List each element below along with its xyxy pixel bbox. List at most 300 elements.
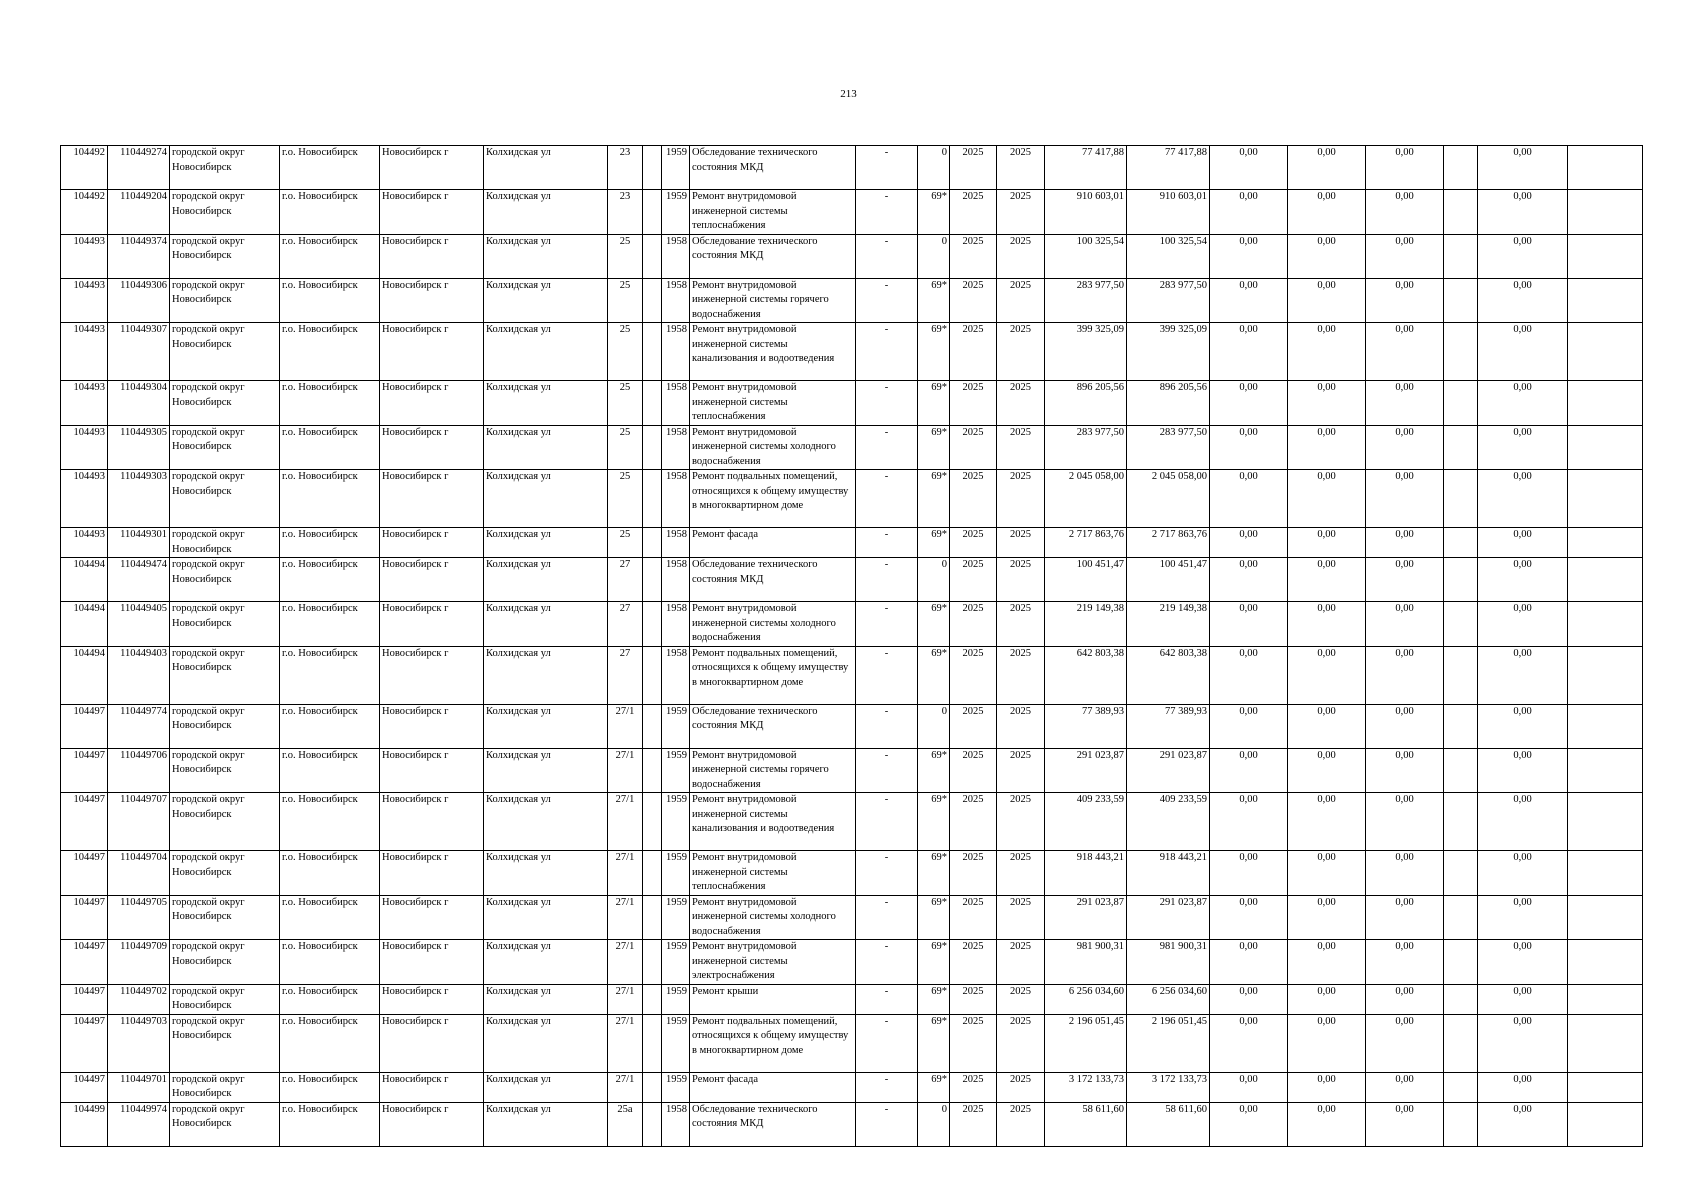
cell-year: 1959 — [662, 895, 690, 940]
cell-year: 1958 — [662, 558, 690, 602]
cell-empty — [1568, 1072, 1643, 1102]
cell-house: 25 — [608, 470, 643, 528]
cell-street: Колхидская ул — [484, 940, 608, 985]
cell-v1: 0,00 — [1210, 646, 1288, 704]
cell-empty — [1444, 381, 1478, 426]
cell-year: 1959 — [662, 1072, 690, 1102]
cell-year: 1958 — [662, 234, 690, 278]
cell-empty — [1444, 940, 1478, 985]
cell-v1: 0,00 — [1210, 984, 1288, 1014]
cell-street: Колхидская ул — [484, 528, 608, 558]
cell-y1: 2025 — [950, 851, 997, 896]
cell-v2: 0,00 — [1288, 851, 1366, 896]
cell-district: г.о. Новосибирск — [280, 793, 380, 851]
cell-empty — [643, 234, 662, 278]
cell-v2: 0,00 — [1288, 425, 1366, 470]
table-row — [61, 234, 1643, 278]
cell-district: г.о. Новосибирск — [280, 602, 380, 647]
cell-dash: - — [856, 528, 918, 558]
cell-v1: 0,00 — [1210, 558, 1288, 602]
cell-empty — [1444, 1102, 1478, 1146]
cell-empty — [643, 602, 662, 647]
cell-y2: 2025 — [997, 381, 1045, 426]
cell-v3: 0,00 — [1366, 704, 1444, 748]
cell-work: Обследование технического состояния МКД — [690, 704, 856, 748]
cell-municipality: городской округ Новосибирск — [170, 704, 280, 748]
cell-street: Колхидская ул — [484, 323, 608, 381]
cell-v1: 0,00 — [1210, 234, 1288, 278]
cell-v4: 0,00 — [1478, 146, 1568, 190]
cell-v2: 0,00 — [1288, 602, 1366, 647]
cell-empty — [1568, 793, 1643, 851]
cell-empty — [1444, 793, 1478, 851]
cell-id: 104497 — [61, 1072, 108, 1102]
cell-empty — [643, 425, 662, 470]
cell-pct: 69* — [918, 470, 950, 528]
cell-empty — [643, 646, 662, 704]
cell-empty — [643, 748, 662, 793]
cell-dash: - — [856, 704, 918, 748]
cell-work: Обследование технического состояния МКД — [690, 146, 856, 190]
cell-y2: 2025 — [997, 984, 1045, 1014]
cell-v1: 0,00 — [1210, 323, 1288, 381]
cell-empty — [1444, 323, 1478, 381]
table-row — [61, 190, 1643, 235]
cell-v2: 0,00 — [1288, 984, 1366, 1014]
cell-sum-total: 291 023,87 — [1045, 748, 1127, 793]
cell-empty — [643, 895, 662, 940]
cell-year: 1959 — [662, 704, 690, 748]
table-row — [61, 704, 1643, 748]
cell-street: Колхидская ул — [484, 895, 608, 940]
cell-year: 1958 — [662, 425, 690, 470]
cell-y2: 2025 — [997, 425, 1045, 470]
cell-city: Новосибирск г — [380, 646, 484, 704]
cell-y2: 2025 — [997, 1072, 1045, 1102]
capital-repair-table — [60, 145, 1643, 1147]
cell-y2: 2025 — [997, 602, 1045, 647]
cell-city: Новосибирск г — [380, 146, 484, 190]
cell-street: Колхидская ул — [484, 602, 608, 647]
cell-v4: 0,00 — [1478, 323, 1568, 381]
cell-sum-total: 283 977,50 — [1045, 278, 1127, 323]
cell-year: 1958 — [662, 602, 690, 647]
cell-y2: 2025 — [997, 895, 1045, 940]
cell-city: Новосибирск г — [380, 234, 484, 278]
cell-empty — [643, 1072, 662, 1102]
cell-y1: 2025 — [950, 146, 997, 190]
cell-id: 104497 — [61, 851, 108, 896]
cell-work: Ремонт внутридомовой инженерной системы холодного водоснабжения — [690, 425, 856, 470]
cell-v2: 0,00 — [1288, 278, 1366, 323]
cell-v2: 0,00 — [1288, 323, 1366, 381]
cell-code: 110449709 — [108, 940, 170, 985]
table-row — [61, 470, 1643, 528]
cell-work: Ремонт внутридомовой инженерной системы холодного водоснабжения — [690, 895, 856, 940]
cell-dash: - — [856, 323, 918, 381]
cell-v4: 0,00 — [1478, 528, 1568, 558]
cell-v3: 0,00 — [1366, 558, 1444, 602]
cell-house: 27/1 — [608, 984, 643, 1014]
cell-v4: 0,00 — [1478, 940, 1568, 985]
cell-y1: 2025 — [950, 793, 997, 851]
cell-work: Ремонт фасада — [690, 528, 856, 558]
cell-pct: 69* — [918, 984, 950, 1014]
cell-street: Колхидская ул — [484, 190, 608, 235]
cell-id: 104497 — [61, 895, 108, 940]
cell-empty — [1444, 278, 1478, 323]
cell-empty — [1444, 470, 1478, 528]
cell-sum-fund: 896 205,56 — [1127, 381, 1210, 426]
cell-empty — [643, 851, 662, 896]
cell-y1: 2025 — [950, 646, 997, 704]
cell-id: 104497 — [61, 793, 108, 851]
cell-district: г.о. Новосибирск — [280, 234, 380, 278]
cell-v4: 0,00 — [1478, 278, 1568, 323]
cell-year: 1958 — [662, 278, 690, 323]
cell-dash: - — [856, 190, 918, 235]
cell-code: 110449274 — [108, 146, 170, 190]
cell-dash: - — [856, 895, 918, 940]
cell-v1: 0,00 — [1210, 1102, 1288, 1146]
cell-sum-fund: 219 149,38 — [1127, 602, 1210, 647]
cell-empty — [1568, 323, 1643, 381]
cell-pct: 0 — [918, 1102, 950, 1146]
cell-pct: 69* — [918, 190, 950, 235]
cell-empty — [1568, 1014, 1643, 1072]
cell-municipality: городской округ Новосибирск — [170, 984, 280, 1014]
cell-y2: 2025 — [997, 278, 1045, 323]
cell-district: г.о. Новосибирск — [280, 323, 380, 381]
cell-municipality: городской округ Новосибирск — [170, 748, 280, 793]
cell-v1: 0,00 — [1210, 190, 1288, 235]
cell-city: Новосибирск г — [380, 793, 484, 851]
cell-district: г.о. Новосибирск — [280, 470, 380, 528]
cell-id: 104493 — [61, 323, 108, 381]
cell-v2: 0,00 — [1288, 940, 1366, 985]
cell-code: 110449474 — [108, 558, 170, 602]
cell-v1: 0,00 — [1210, 851, 1288, 896]
cell-sum-total: 77 417,88 — [1045, 146, 1127, 190]
cell-house: 27/1 — [608, 1072, 643, 1102]
cell-code: 110449705 — [108, 895, 170, 940]
cell-year: 1958 — [662, 470, 690, 528]
cell-empty — [1568, 558, 1643, 602]
table-row — [61, 793, 1643, 851]
table-row — [61, 940, 1643, 985]
cell-municipality: городской округ Новосибирск — [170, 381, 280, 426]
cell-street: Колхидская ул — [484, 793, 608, 851]
cell-v4: 0,00 — [1478, 381, 1568, 426]
cell-city: Новосибирск г — [380, 704, 484, 748]
cell-district: г.о. Новосибирск — [280, 984, 380, 1014]
cell-v4: 0,00 — [1478, 602, 1568, 647]
cell-v4: 0,00 — [1478, 895, 1568, 940]
cell-empty — [1444, 895, 1478, 940]
cell-empty — [1444, 704, 1478, 748]
cell-pct: 0 — [918, 146, 950, 190]
cell-v1: 0,00 — [1210, 1072, 1288, 1102]
cell-municipality: городской округ Новосибирск — [170, 1072, 280, 1102]
cell-code: 110449706 — [108, 748, 170, 793]
cell-v4: 0,00 — [1478, 1072, 1568, 1102]
cell-v3: 0,00 — [1366, 323, 1444, 381]
cell-work: Ремонт внутридомовой инженерной системы теплоснабжения — [690, 190, 856, 235]
cell-empty — [643, 278, 662, 323]
cell-house: 27 — [608, 558, 643, 602]
cell-sum-fund: 58 611,60 — [1127, 1102, 1210, 1146]
cell-dash: - — [856, 425, 918, 470]
cell-y1: 2025 — [950, 748, 997, 793]
cell-empty — [1568, 234, 1643, 278]
cell-empty — [643, 984, 662, 1014]
cell-empty — [1444, 984, 1478, 1014]
cell-v1: 0,00 — [1210, 146, 1288, 190]
cell-id: 104494 — [61, 558, 108, 602]
cell-empty — [643, 1014, 662, 1072]
cell-pct: 69* — [918, 851, 950, 896]
table-row — [61, 528, 1643, 558]
cell-dash: - — [856, 748, 918, 793]
cell-sum-total: 2 045 058,00 — [1045, 470, 1127, 528]
cell-empty — [1568, 146, 1643, 190]
cell-dash: - — [856, 381, 918, 426]
cell-v2: 0,00 — [1288, 1014, 1366, 1072]
cell-v3: 0,00 — [1366, 470, 1444, 528]
cell-street: Колхидская ул — [484, 984, 608, 1014]
cell-id: 104497 — [61, 748, 108, 793]
cell-dash: - — [856, 602, 918, 647]
cell-pct: 69* — [918, 278, 950, 323]
cell-code: 110449301 — [108, 528, 170, 558]
cell-v4: 0,00 — [1478, 793, 1568, 851]
cell-y2: 2025 — [997, 190, 1045, 235]
cell-pct: 0 — [918, 558, 950, 602]
table-row — [61, 748, 1643, 793]
cell-v3: 0,00 — [1366, 234, 1444, 278]
cell-city: Новосибирск г — [380, 190, 484, 235]
cell-v4: 0,00 — [1478, 234, 1568, 278]
cell-y2: 2025 — [997, 940, 1045, 985]
cell-code: 110449204 — [108, 190, 170, 235]
cell-empty — [1568, 1102, 1643, 1146]
cell-municipality: городской округ Новосибирск — [170, 323, 280, 381]
cell-v2: 0,00 — [1288, 234, 1366, 278]
cell-empty — [1444, 1072, 1478, 1102]
table-row — [61, 1072, 1643, 1102]
cell-street: Колхидская ул — [484, 851, 608, 896]
cell-y2: 2025 — [997, 1102, 1045, 1146]
cell-v4: 0,00 — [1478, 851, 1568, 896]
cell-city: Новосибирск г — [380, 558, 484, 602]
cell-y1: 2025 — [950, 940, 997, 985]
cell-house: 27 — [608, 602, 643, 647]
cell-municipality: городской округ Новосибирск — [170, 558, 280, 602]
cell-code: 110449374 — [108, 234, 170, 278]
cell-municipality: городской округ Новосибирск — [170, 895, 280, 940]
cell-code: 110449307 — [108, 323, 170, 381]
cell-district: г.о. Новосибирск — [280, 748, 380, 793]
cell-city: Новосибирск г — [380, 1102, 484, 1146]
cell-empty — [1568, 190, 1643, 235]
cell-empty — [1568, 278, 1643, 323]
cell-empty — [1444, 528, 1478, 558]
cell-v3: 0,00 — [1366, 984, 1444, 1014]
cell-street: Колхидская ул — [484, 748, 608, 793]
cell-municipality: городской округ Новосибирск — [170, 470, 280, 528]
cell-sum-total: 219 149,38 — [1045, 602, 1127, 647]
cell-y2: 2025 — [997, 323, 1045, 381]
cell-house: 25 — [608, 425, 643, 470]
cell-id: 104494 — [61, 646, 108, 704]
cell-pct: 69* — [918, 602, 950, 647]
cell-work: Обследование технического состояния МКД — [690, 1102, 856, 1146]
cell-district: г.о. Новосибирск — [280, 704, 380, 748]
cell-city: Новосибирск г — [380, 278, 484, 323]
cell-pct: 69* — [918, 748, 950, 793]
cell-house: 25 — [608, 278, 643, 323]
cell-empty — [643, 190, 662, 235]
cell-municipality: городской округ Новосибирск — [170, 1014, 280, 1072]
cell-house: 27/1 — [608, 793, 643, 851]
cell-empty — [643, 940, 662, 985]
cell-empty — [643, 146, 662, 190]
cell-municipality: городской округ Новосибирск — [170, 851, 280, 896]
cell-house: 27/1 — [608, 851, 643, 896]
cell-year: 1959 — [662, 851, 690, 896]
cell-id: 104493 — [61, 381, 108, 426]
cell-empty — [1568, 470, 1643, 528]
cell-y2: 2025 — [997, 558, 1045, 602]
cell-v3: 0,00 — [1366, 190, 1444, 235]
cell-empty — [643, 793, 662, 851]
cell-id: 104493 — [61, 425, 108, 470]
cell-year: 1958 — [662, 323, 690, 381]
cell-y2: 2025 — [997, 234, 1045, 278]
cell-sum-fund: 77 417,88 — [1127, 146, 1210, 190]
cell-sum-total: 918 443,21 — [1045, 851, 1127, 896]
cell-work: Ремонт фасада — [690, 1072, 856, 1102]
cell-work: Ремонт внутридомовой инженерной системы теплоснабжения — [690, 851, 856, 896]
cell-dash: - — [856, 470, 918, 528]
cell-empty — [1568, 425, 1643, 470]
cell-sum-total: 910 603,01 — [1045, 190, 1127, 235]
cell-house: 27/1 — [608, 704, 643, 748]
cell-id: 104497 — [61, 984, 108, 1014]
cell-pct: 69* — [918, 646, 950, 704]
cell-dash: - — [856, 851, 918, 896]
cell-sum-total: 58 611,60 — [1045, 1102, 1127, 1146]
cell-empty — [643, 1102, 662, 1146]
cell-municipality: городской округ Новосибирск — [170, 190, 280, 235]
cell-v1: 0,00 — [1210, 704, 1288, 748]
cell-street: Колхидская ул — [484, 646, 608, 704]
cell-empty — [1444, 851, 1478, 896]
cell-y1: 2025 — [950, 190, 997, 235]
cell-empty — [1568, 646, 1643, 704]
table-row — [61, 381, 1643, 426]
cell-v2: 0,00 — [1288, 558, 1366, 602]
cell-v3: 0,00 — [1366, 793, 1444, 851]
cell-empty — [1568, 704, 1643, 748]
cell-y2: 2025 — [997, 528, 1045, 558]
cell-year: 1959 — [662, 793, 690, 851]
cell-work: Ремонт внутридомовой инженерной системы теплоснабжения — [690, 381, 856, 426]
cell-year: 1959 — [662, 748, 690, 793]
cell-v4: 0,00 — [1478, 425, 1568, 470]
cell-city: Новосибирск г — [380, 851, 484, 896]
cell-y1: 2025 — [950, 323, 997, 381]
cell-y1: 2025 — [950, 1014, 997, 1072]
cell-street: Колхидская ул — [484, 234, 608, 278]
cell-sum-total: 3 172 133,73 — [1045, 1072, 1127, 1102]
cell-district: г.о. Новосибирск — [280, 190, 380, 235]
cell-v1: 0,00 — [1210, 425, 1288, 470]
table-row — [61, 1014, 1643, 1072]
cell-house: 25а — [608, 1102, 643, 1146]
cell-district: г.о. Новосибирск — [280, 278, 380, 323]
cell-v2: 0,00 — [1288, 1072, 1366, 1102]
cell-city: Новосибирск г — [380, 425, 484, 470]
cell-city: Новосибирск г — [380, 528, 484, 558]
cell-y2: 2025 — [997, 146, 1045, 190]
cell-y2: 2025 — [997, 646, 1045, 704]
cell-v2: 0,00 — [1288, 470, 1366, 528]
cell-street: Колхидская ул — [484, 558, 608, 602]
cell-v1: 0,00 — [1210, 528, 1288, 558]
cell-v3: 0,00 — [1366, 748, 1444, 793]
page-number: 213 — [840, 88, 857, 100]
cell-v1: 0,00 — [1210, 793, 1288, 851]
cell-sum-fund: 981 900,31 — [1127, 940, 1210, 985]
cell-v2: 0,00 — [1288, 748, 1366, 793]
cell-work: Ремонт внутридомовой инженерной системы электроснабжения — [690, 940, 856, 985]
cell-street: Колхидская ул — [484, 1072, 608, 1102]
cell-empty — [1568, 748, 1643, 793]
cell-municipality: городской округ Новосибирск — [170, 940, 280, 985]
cell-sum-total: 981 900,31 — [1045, 940, 1127, 985]
cell-v3: 0,00 — [1366, 602, 1444, 647]
cell-code: 110449305 — [108, 425, 170, 470]
cell-id: 104493 — [61, 528, 108, 558]
cell-sum-total: 100 325,54 — [1045, 234, 1127, 278]
cell-id: 104493 — [61, 470, 108, 528]
cell-empty — [1568, 602, 1643, 647]
cell-v2: 0,00 — [1288, 146, 1366, 190]
cell-y2: 2025 — [997, 470, 1045, 528]
cell-dash: - — [856, 646, 918, 704]
cell-city: Новосибирск г — [380, 895, 484, 940]
cell-street: Колхидская ул — [484, 704, 608, 748]
cell-empty — [1444, 558, 1478, 602]
cell-v2: 0,00 — [1288, 190, 1366, 235]
cell-sum-total: 642 803,38 — [1045, 646, 1127, 704]
cell-year: 1958 — [662, 528, 690, 558]
cell-v1: 0,00 — [1210, 278, 1288, 323]
cell-code: 110449703 — [108, 1014, 170, 1072]
cell-work: Обследование технического состояния МКД — [690, 558, 856, 602]
cell-id: 104497 — [61, 704, 108, 748]
table-row — [61, 895, 1643, 940]
cell-district: г.о. Новосибирск — [280, 528, 380, 558]
cell-sum-fund: 918 443,21 — [1127, 851, 1210, 896]
cell-district: г.о. Новосибирск — [280, 851, 380, 896]
cell-y1: 2025 — [950, 984, 997, 1014]
cell-street: Колхидская ул — [484, 381, 608, 426]
cell-v1: 0,00 — [1210, 1014, 1288, 1072]
cell-v1: 0,00 — [1210, 470, 1288, 528]
cell-house: 25 — [608, 234, 643, 278]
